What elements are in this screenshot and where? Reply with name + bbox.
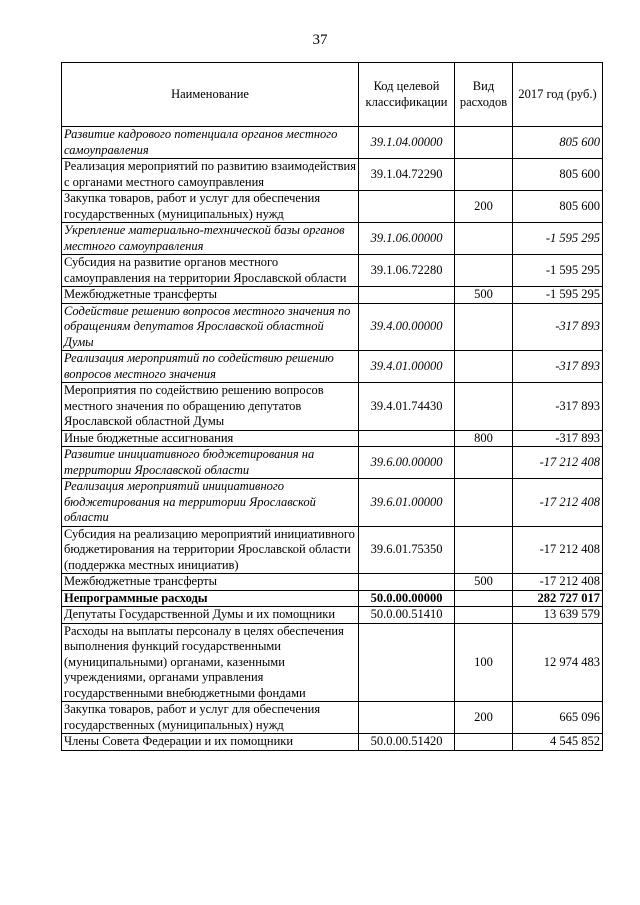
cell-type bbox=[455, 303, 513, 351]
header-name: Наименование bbox=[62, 63, 359, 127]
cell-code bbox=[359, 623, 455, 702]
cell-code: 39.1.04.00000 bbox=[359, 127, 455, 159]
cell-name: Закупка товаров, работ и услуг для обеспечения государственных (муниципальных) нужд bbox=[62, 702, 359, 734]
cell-code bbox=[359, 430, 455, 447]
header-type: Вид расходов bbox=[455, 63, 513, 127]
cell-name: Реализация мероприятий инициативного бюджетирования на территории Ярославской области bbox=[62, 479, 359, 527]
table-row bbox=[62, 255, 603, 287]
cell-sum: -17 212 408 bbox=[513, 447, 603, 479]
cell-sum: -17 212 408 bbox=[513, 479, 603, 527]
cell-name: Содействие решению вопросов местного значения по обращениям депутатов Ярославской областной Думы bbox=[62, 303, 359, 351]
table-row bbox=[62, 191, 603, 223]
table-row bbox=[62, 159, 603, 191]
cell-code: 39.1.06.00000 bbox=[359, 223, 455, 255]
table-row bbox=[62, 351, 603, 383]
cell-name: Депутаты Государственной Думы и их помощники bbox=[62, 607, 359, 624]
cell-name: Субсидия на реализацию мероприятий инициативного бюджетирования на территории Ярославской области (поддержка местных инициатив) bbox=[62, 526, 359, 574]
table-row bbox=[62, 734, 603, 751]
cell-type bbox=[455, 383, 513, 431]
cell-type bbox=[455, 607, 513, 624]
table-row bbox=[62, 287, 603, 304]
cell-sum: -1 595 295 bbox=[513, 223, 603, 255]
cell-sum: -17 212 408 bbox=[513, 574, 603, 591]
header-code: Код целевой классификации bbox=[359, 63, 455, 127]
cell-sum: 282 727 017 bbox=[513, 590, 603, 607]
cell-code: 39.1.06.72280 bbox=[359, 255, 455, 287]
cell-sum: 12 974 483 bbox=[513, 623, 603, 702]
cell-name: Реализация мероприятий по содействию решению вопросов местного значения bbox=[62, 351, 359, 383]
cell-name: Расходы на выплаты персоналу в целях обеспечения выполнения функций государственными (муниципальными) органами, казенными учреждениями, органами управления государственными внебюджетными фондами bbox=[62, 623, 359, 702]
cell-sum: 805 600 bbox=[513, 159, 603, 191]
cell-code: 39.4.01.74430 bbox=[359, 383, 455, 431]
table-row bbox=[62, 383, 603, 431]
cell-name: Развитие инициативного бюджетирования на территории Ярославской области bbox=[62, 447, 359, 479]
cell-sum: -1 595 295 bbox=[513, 255, 603, 287]
table-row bbox=[62, 623, 603, 702]
cell-sum: -317 893 bbox=[513, 303, 603, 351]
cell-type bbox=[455, 734, 513, 751]
table-body bbox=[62, 127, 603, 751]
cell-type bbox=[455, 351, 513, 383]
cell-name: Закупка товаров, работ и услуг для обеспечения государственных (муниципальных) нужд bbox=[62, 191, 359, 223]
table-row bbox=[62, 574, 603, 591]
cell-type bbox=[455, 447, 513, 479]
cell-type: 500 bbox=[455, 574, 513, 591]
cell-code bbox=[359, 574, 455, 591]
table-row bbox=[62, 127, 603, 159]
cell-sum: -1 595 295 bbox=[513, 287, 603, 304]
budget-table bbox=[61, 62, 603, 751]
cell-sum: 805 600 bbox=[513, 191, 603, 223]
table-row bbox=[62, 430, 603, 447]
cell-name: Реализация мероприятий по развитию взаимодействия с органами местного самоуправления bbox=[62, 159, 359, 191]
table-row bbox=[62, 702, 603, 734]
cell-sum: 665 096 bbox=[513, 702, 603, 734]
table-row bbox=[62, 303, 603, 351]
cell-name: Иные бюджетные ассигнования bbox=[62, 430, 359, 447]
table-row bbox=[62, 223, 603, 255]
cell-code bbox=[359, 702, 455, 734]
cell-sum: 13 639 579 bbox=[513, 607, 603, 624]
cell-type bbox=[455, 526, 513, 574]
cell-type bbox=[455, 159, 513, 191]
cell-name: Развитие кадрового потенциала органов местного самоуправления bbox=[62, 127, 359, 159]
cell-type bbox=[455, 127, 513, 159]
cell-name: Мероприятия по содействию решению вопросов местного значения по обращению депутатов Ярославской областной Думы bbox=[62, 383, 359, 431]
cell-code bbox=[359, 287, 455, 304]
cell-type bbox=[455, 479, 513, 527]
cell-code: 50.0.00.51420 bbox=[359, 734, 455, 751]
cell-code: 39.6.01.00000 bbox=[359, 479, 455, 527]
table-row bbox=[62, 590, 603, 607]
cell-code: 50.0.00.51410 bbox=[359, 607, 455, 624]
cell-code: 39.4.01.00000 bbox=[359, 351, 455, 383]
table-header-row bbox=[62, 63, 603, 127]
cell-sum: -317 893 bbox=[513, 351, 603, 383]
table-row bbox=[62, 526, 603, 574]
cell-name: Члены Совета Федерации и их помощники bbox=[62, 734, 359, 751]
cell-code: 39.4.00.00000 bbox=[359, 303, 455, 351]
cell-code: 39.6.00.00000 bbox=[359, 447, 455, 479]
cell-sum: -317 893 bbox=[513, 430, 603, 447]
header-sum: 2017 год (руб.) bbox=[513, 63, 603, 127]
cell-type bbox=[455, 223, 513, 255]
cell-type: 500 bbox=[455, 287, 513, 304]
cell-sum: 805 600 bbox=[513, 127, 603, 159]
cell-name: Межбюджетные трансферты bbox=[62, 287, 359, 304]
cell-code: 39.6.01.75350 bbox=[359, 526, 455, 574]
cell-type: 800 bbox=[455, 430, 513, 447]
cell-type: 200 bbox=[455, 191, 513, 223]
cell-code: 39.1.04.72290 bbox=[359, 159, 455, 191]
cell-type bbox=[455, 590, 513, 607]
cell-sum: -17 212 408 bbox=[513, 526, 603, 574]
cell-type bbox=[455, 255, 513, 287]
cell-type: 100 bbox=[455, 623, 513, 702]
cell-name: Субсидия на развитие органов местного самоуправления на территории Ярославской области bbox=[62, 255, 359, 287]
cell-name: Непрограммные расходы bbox=[62, 590, 359, 607]
table-row bbox=[62, 479, 603, 527]
table-row bbox=[62, 607, 603, 624]
page-number: 37 bbox=[312, 32, 328, 48]
cell-sum: 4 545 852 bbox=[513, 734, 603, 751]
cell-sum: -317 893 bbox=[513, 383, 603, 431]
cell-name: Межбюджетные трансферты bbox=[62, 574, 359, 591]
cell-type: 200 bbox=[455, 702, 513, 734]
cell-code: 50.0.00.00000 bbox=[359, 590, 455, 607]
cell-code bbox=[359, 191, 455, 223]
table-row bbox=[62, 447, 603, 479]
cell-name: Укрепление материально-технической базы органов местного самоуправления bbox=[62, 223, 359, 255]
